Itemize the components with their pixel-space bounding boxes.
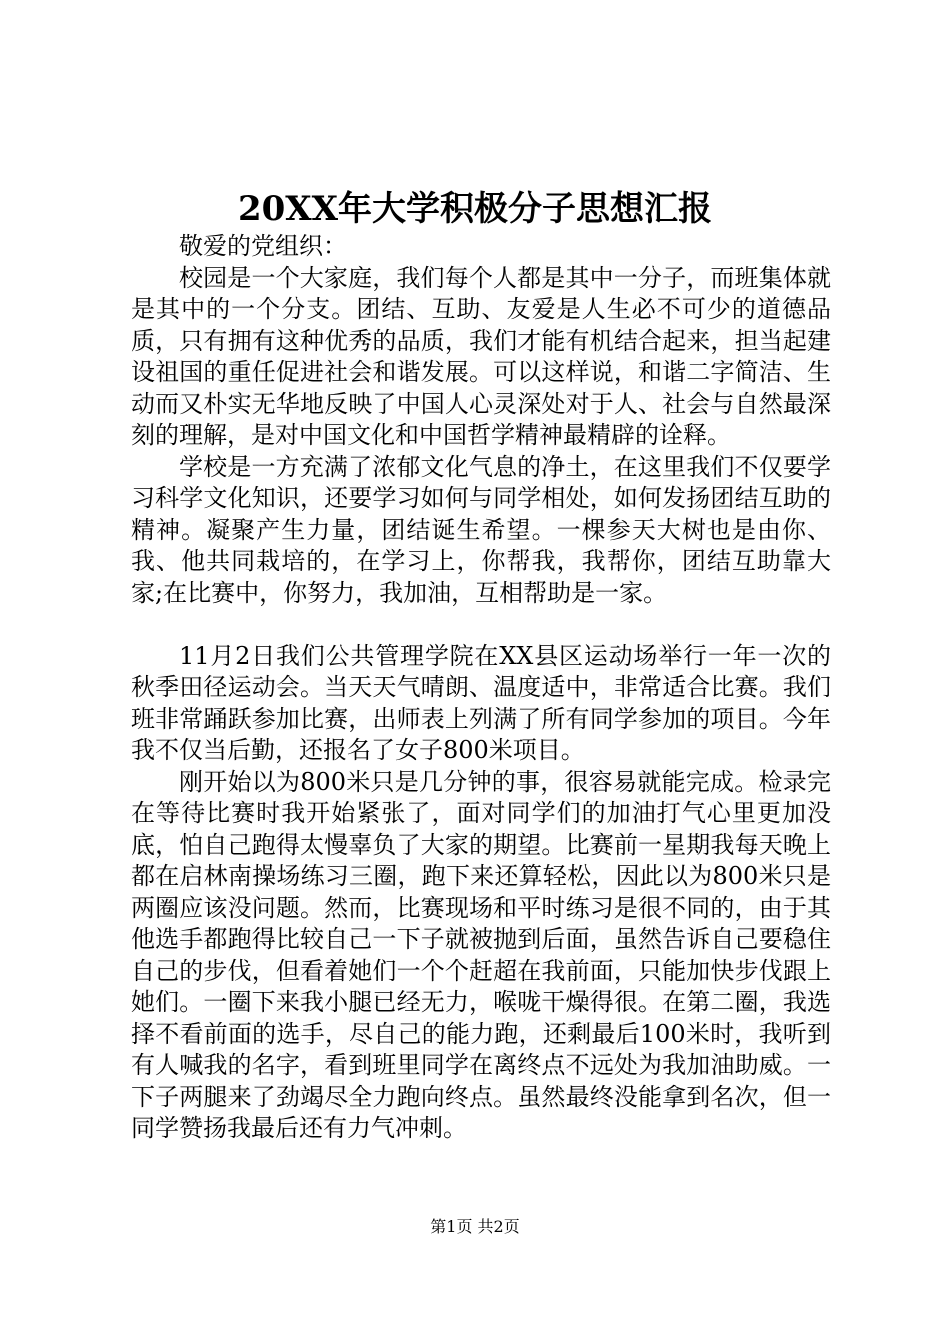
page-number-footer: 第1页 共2页 bbox=[430, 1217, 520, 1236]
paragraph-2: 学校是一方充满了浓郁文化气息的净土，在这里我们不仅要学习科学文化知识，还要学习如何与同学相处，如何发扬团结互助的精神。凝聚产生力量，团结诞生希望。一棵参天大树也是由你、我、他共同栽培的，在学习上，你帮我，我帮你，团结互助靠大家;在比赛中，你努力，我加油，互相帮助是一家。 bbox=[131, 452, 831, 607]
salutation: 敬爱的党组织： bbox=[179, 232, 347, 260]
paragraph-1: 校园是一个大家庭，我们每个人都是其中一分子，而班集体就是其中的一个分支。团结、互助、友爱是人生必不可少的道德品质，只有拥有这种优秀的品质，我们才能有机结合起来，担当起建设祖国的重任促进社会和谐发展。可以这样说，和谐二字简洁、生动而又朴实无华地反映了中国人心灵深处对于人、社会与自然最深刻的理解，是对中国文化和中国哲学精神最精辟的诠释。 bbox=[131, 263, 831, 449]
document-title: 20XX年大学积极分子思想汇报 bbox=[237, 189, 713, 229]
paragraph-3: 11月2日我们公共管理学院在XX县区运动场举行一年一次的秋季田径运动会。当天天气晴朗、温度适中，非常适合比赛。我们班非常踊跃参加比赛，出师表上列满了所有同学参加的项目。今年我不仅当后勤，还报名了女子800米项目。 bbox=[131, 641, 831, 764]
document-body bbox=[131, 231, 831, 1145]
paragraph-4: 刚开始以为800米只是几分钟的事，很容易就能完成。检录完在等待比赛时我开始紧张了，面对同学们的加油打气心里更加没底，怕自己跑得太慢辜负了大家的期望。比赛前一星期我每天晚上都在启林南操场练习三圈，跑下来还算轻松，因此以为800米只是两圈应该没问题。然而，比赛现场和平时练习是很不同的，由于其他选手都跑得比较自己一下子就被抛到后面，虽然告诉自己要稳住自己的步伐，但看着她们一个个赶超在我前面，只能加快步伐跟上她们。一圈下来我小腿已经无力，喉咙干燥得很。在第二圈，我选择不看前面的选手，尽自己的能力跑，还剩最后100米时，我听到有人喊我的名字，看到班里同学在离终点不远处为我加油助威。一下子两腿来了劲竭尽全力跑向终点。虽然最终没能拿到名次，但一同学赞扬我最后还有力气冲刺。 bbox=[131, 767, 831, 1142]
paragraph-spacer bbox=[131, 609, 831, 641]
